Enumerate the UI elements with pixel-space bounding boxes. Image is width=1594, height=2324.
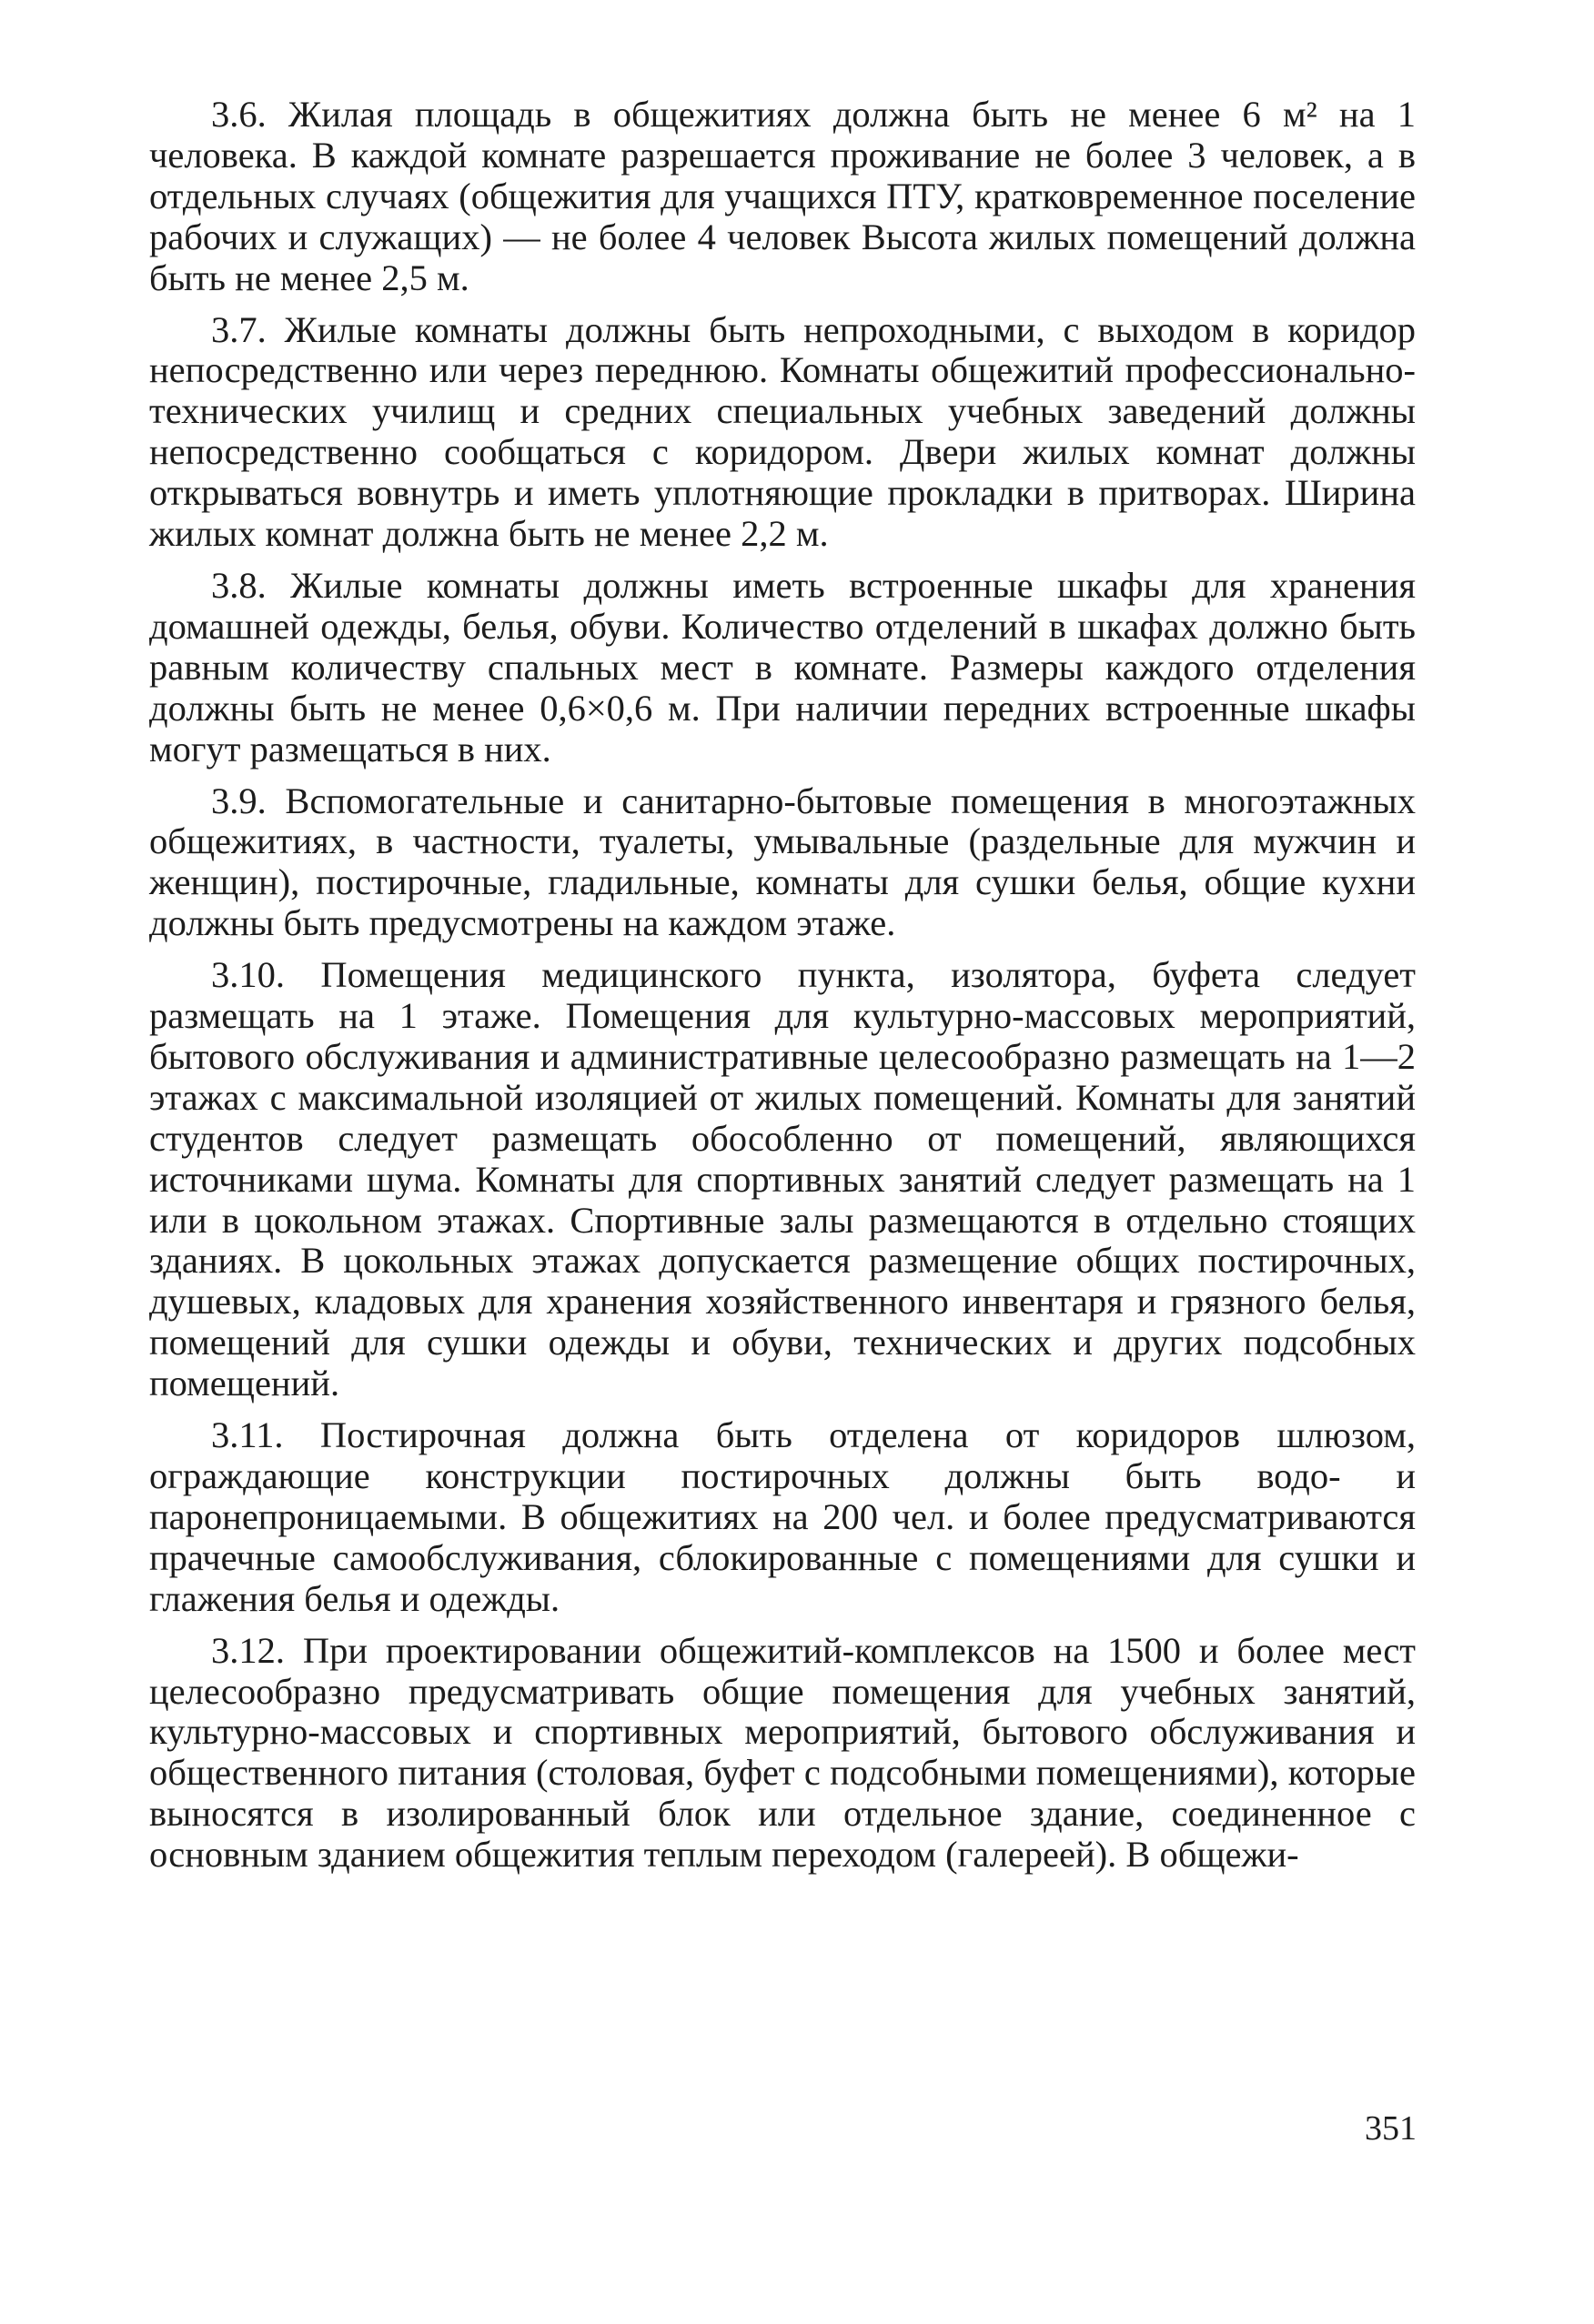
paragraph-3-11: 3.11. Постирочная должна быть отделена от коридоров шлюзом, ограждающие конструкции постирочных должны быть водо- и паронепроницаемыми. В общежитиях на 200 чел. и более предусматриваются прачечные самообслуживания, сблокированные с помещениями для сушки и глажения белья и одежды. [149, 1414, 1416, 1619]
paragraph-3-9: 3.9. Вспомогательные и санитарно-бытовые помещения в многоэтажных общежитиях, в частности, туалеты, умывальные (раздельные для мужчин и женщин), постирочные, гладильные, комнаты для сушки белья, общие кухни должны быть предусмотрены на каждом этаже. [149, 780, 1416, 944]
paragraph-3-6: 3.6. Жилая площадь в общежитиях должна быть не менее 6 м² на 1 человека. В каждой комнате разрешается проживание не более 3 человек, а в отдельных случаях (общежития для учащихся ПТУ, кратковременное поселение рабочих и служащих) — не более 4 человек Высота жилых помещений должна быть не менее 2,5 м. [149, 94, 1416, 298]
paragraph-3-8: 3.8. Жилые комнаты должны иметь встроенные шкафы для хранения домашней одежды, белья, обуви. Количество отделений в шкафах должно быть равным количеству спальных мест в комнате. Размеры каждого отделения должны быть не менее 0,6×0,6 м. При наличии передних встроенные шкафы могут размещаться в них. [149, 564, 1416, 770]
paragraph-3-10: 3.10. Помещения медицинского пункта, изолятора, буфета следует размещать на 1 этаже. Помещения для культурно-массовых мероприятий, бытового обслуживания и административные целесообразно размещать на 1—2 этажах с максимальной изоляцией от жилых помещений. Комнаты для занятий студентов следует размещать обособленно от помещений, являющихся источниками шума. Комнаты для спортивных занятий следует размещать на 1 или в цокольном этажах. Спортивные залы размещаются в отдельно стоящих зданиях. В цокольных этажах допускается размещение общих постирочных, душевых, кладовых для хранения хозяйственного инвентаря и грязного белья, помещений для сушки одежды и обуви, технических и других подсобных помещений. [149, 954, 1416, 1404]
page-number: 351 [1365, 2109, 1417, 2148]
paragraph-3-12: 3.12. При проектировании общежитий-комплексов на 1500 и более мест целесообразно предусматривать общие помещения для учебных занятий, культурно-массовых и спортивных мероприятий, бытового обслуживания и общественного питания (столовая, буфет с подсобными помещениями), которые выносятся в изолированный блок или отдельное здание, соединенное с основным зданием общежития теплым переходом (галереей). В общежи- [149, 1629, 1416, 1876]
text-body [149, 95, 1416, 1876]
paragraph-3-7: 3.7. Жилые комнаты должны быть непроходными, с выходом в коридор непосредственно или через переднюю. Комнаты общежитий профессионально-технических училищ и средних специальных учебных заведений должны непосредственно сообщаться с коридором. Двери жилых комнат должны открываться вовнутрь и иметь уплотняющие прокладки в притворах. Ширина жилых комнат должна быть не менее 2,2 м. [149, 308, 1416, 555]
